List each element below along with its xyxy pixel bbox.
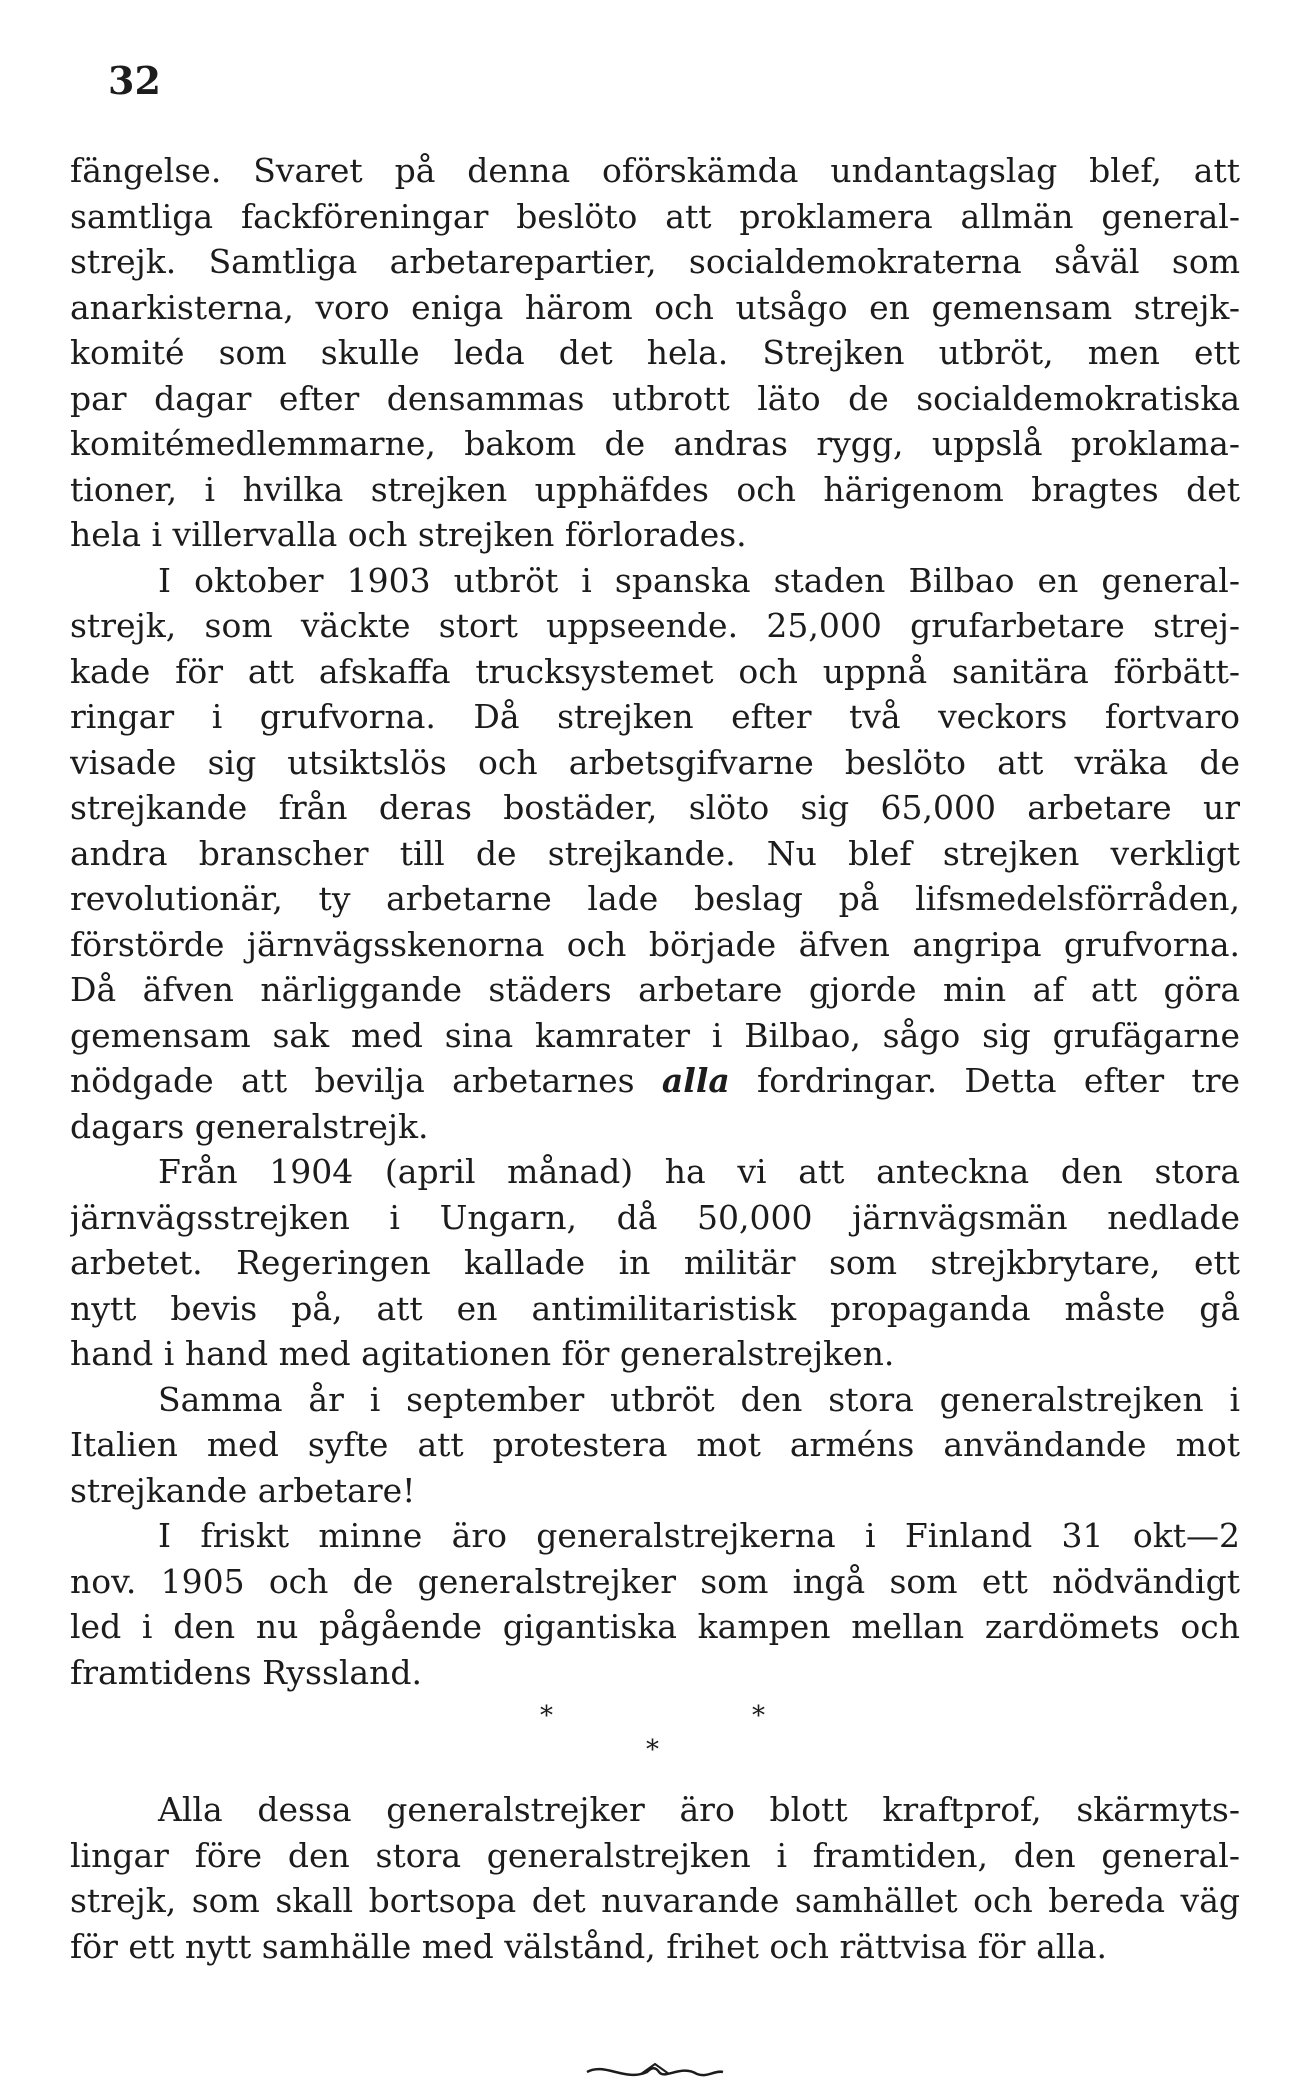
text-line: andra branscher till de strejkande. Nu blef strejken verkligt (70, 833, 1240, 873)
text-line: Från 1904 (april månad) ha vi att anteckna den stora (158, 1152, 1240, 1191)
text-line: strejkande arbetare! (70, 1470, 416, 1510)
text-line: komitémedlemmarne, bakom de andras rygg, uppslå proklama- (70, 424, 1240, 463)
text-line: par dagar efter densammas utbrott läto de socialdemokratiska (70, 378, 1240, 418)
text-line: för ett nytt samhälle med välstånd, frihet och rättvisa för alla. (70, 1926, 1108, 1966)
text-line: anarkisterna, voro eniga härom och utsågo en gemensam strejk- (70, 287, 1240, 327)
text-line: kade för att afskaffa trucksystemet och uppnå sanitära förbätt- (70, 651, 1240, 691)
text-line (70, 1058, 1240, 1104)
paragraph-5 (70, 1513, 1240, 1695)
text-line: strejk, som skall bortsopa det nuvarande samhället och bereda väg (70, 1881, 1240, 1920)
text-line: visade sig utsiktslös och arbetsgifvarne beslöto att vräka de (70, 742, 1240, 782)
text-line: lingar före den stora generalstrejken i framtiden, den general- (70, 1835, 1240, 1875)
text-line: dagars generalstrejk. (70, 1106, 429, 1146)
paragraph-6 (70, 1787, 1240, 1969)
text-line: samtliga fackföreningar beslöto att proklamera allmän general- (70, 196, 1240, 236)
text-line: led i den nu pågående gigantiska kampen mellan zardömets och (70, 1607, 1240, 1646)
asterisk: * (646, 1735, 659, 1765)
paragraph-2 (70, 558, 1240, 1150)
text-line: Samma år i september utbröt den stora generalstrejken i (158, 1379, 1240, 1419)
text-line: arbetet. Regeringen kallade in militär som strejkbrytare, ett (70, 1243, 1240, 1282)
text-line: hand i hand med agitationen för generalstrejken. (70, 1334, 895, 1373)
paragraph-3 (70, 1149, 1240, 1377)
text-line: Alla dessa generalstrejker äro blott kraftprof, skärmyts- (158, 1790, 1240, 1829)
text-line: gemensam sak med sina kamrater i Bilbao, sågo sig grufägarne (70, 1015, 1240, 1055)
text-line: strejkande från deras bostäder, slöto sig 65,000 arbetare ur (70, 788, 1240, 827)
text-line: förstörde järnvägsskenorna och började äfven angripa grufvorna. (70, 924, 1240, 964)
page-number: 32 (108, 58, 161, 103)
text-line: framtidens Ryssland. (70, 1652, 422, 1692)
text-line: strejk, som väckte stort uppseende. 25,000 grufarbetare strej- (70, 606, 1240, 645)
text-line: nov. 1905 och de generalstrejker som ingå som ett nödvändigt (70, 1561, 1240, 1601)
text-line: Då äfven närliggande städers arbetare gjorde min af att göra (70, 970, 1240, 1009)
text-line: revolutionär, ty arbetarne lade beslag på lifsmedelsförråden, (70, 879, 1240, 918)
text-line: hela i villervalla och strejken förlorades. (70, 515, 747, 554)
asterisk: * (752, 1701, 765, 1731)
asterisk: * (540, 1701, 553, 1731)
text-line: järnvägsstrejken i Ungarn, då 50,000 järnvägsmän nedlade (70, 1197, 1240, 1237)
tailpiece-ornament-icon (585, 2060, 725, 2084)
text-line: komité som skulle leda det hela. Strejken utbröt, men ett (70, 333, 1240, 372)
page-body (70, 148, 1240, 1969)
text-line: fängelse. Svaret på denna oförskämda undantagslag blef, att (70, 151, 1240, 190)
emphasis-alla: alla (661, 1061, 730, 1100)
text-line: I friskt minne äro generalstrejkerna i Finland 31 okt—2 (158, 1516, 1240, 1555)
text-line: tioner, i hvilka strejken upphäfdes och härigenom bragtes det (70, 469, 1240, 509)
text-line: ringar i grufvorna. Då strejken efter två veckors fortvaro (70, 697, 1240, 736)
paragraph-1 (70, 148, 1240, 558)
text-line: nytt bevis på, att en antimilitaristisk propaganda måste gå (70, 1288, 1240, 1328)
section-break-asterism (70, 1695, 1240, 1787)
text-line: strejk. Samtliga arbetarepartier, socialdemokraterna såväl som (70, 242, 1240, 281)
text-fragment: nödgade att bevilja arbetarnes (70, 1061, 662, 1100)
text-line: Italien med syfte att protestera mot arméns användande mot (70, 1425, 1240, 1464)
text-line: I oktober 1903 utbröt i spanska staden Bilbao en general- (158, 560, 1240, 600)
paragraph-4 (70, 1377, 1240, 1514)
text-fragment: fordringar. Detta efter tre (729, 1061, 1240, 1100)
